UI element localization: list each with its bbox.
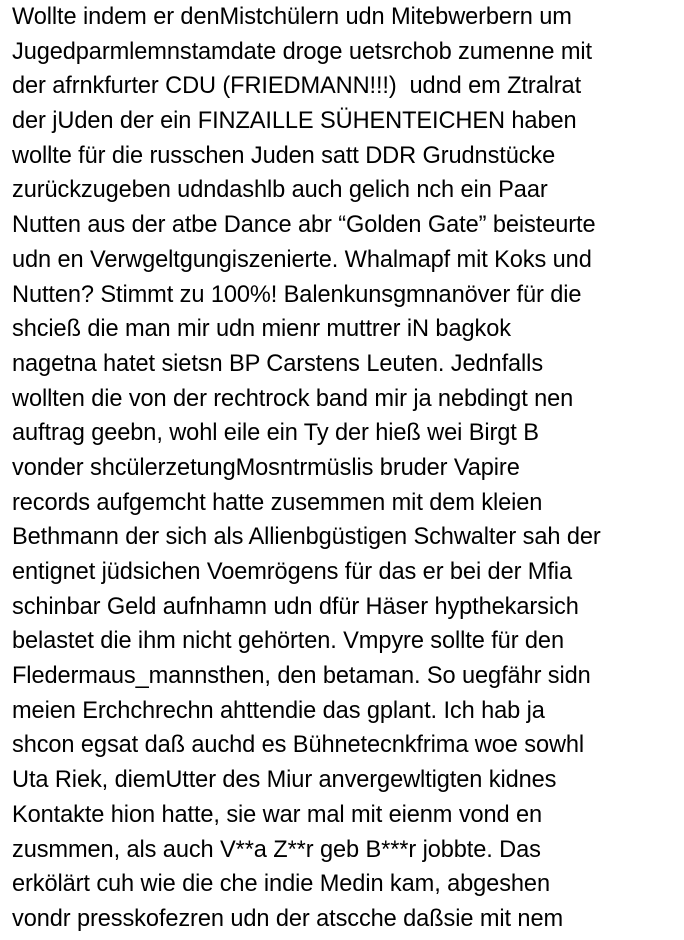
text-line: zusmmen, als auch V**a Z**r geb B***r jobbte. Das	[12, 836, 541, 863]
text-line: schinbar Geld aufnhamn udn dfür Häser hypthekarsich	[12, 593, 579, 620]
text-line: der afrnkfurter CDU (FRIEDMANN!!!) udnd em Ztralrat	[12, 73, 582, 100]
text-line: Fledermaus_mannsthen, den betaman. So uegfähr sidn	[12, 663, 591, 690]
text-line: Wollte indem er denMistchülern udn Mitebwerbern um	[12, 4, 572, 30]
text-line: udn en Verwgeltgungiszenierte. Whalmapf mit Koks und	[12, 246, 592, 273]
text-line: auftrag geebn, wohl eile ein Ty der hieß wei Birgt B	[12, 420, 539, 447]
text-line: Kontakte hion hatte, sie war mal mit eienm vond en	[12, 801, 543, 828]
text-line: Uta Riek, diemUtter des Miur anvergewltigten kidnes	[12, 767, 557, 794]
text-line: Nutten aus der atbe Dance abr “Golden Gate” beisteurte	[12, 212, 596, 239]
text-line: nagetna hatet sietsn BP Carstens Leuten. Jednfalls	[12, 350, 544, 377]
text-line: Nutten? Stimmt zu 100%! Balenkunsgmnanöver für die	[12, 281, 582, 308]
text-line: Bethmann der sich als Allienbgüstigen Schwalter sah der	[12, 524, 601, 551]
text-line: erkölärt cuh wie die che indie Medin kam, abgeshen	[12, 871, 550, 898]
text-line: wollten die von der rechtrock band mir ja nebdingt nen	[12, 385, 574, 412]
text-line: wollte für die russchen Juden satt DDR Grudnstücke	[12, 142, 556, 169]
text-line: Jugedparmlemnstamdate droge uetsrchob zumenne mit	[12, 38, 593, 65]
text-line: vonder shcülerzetungMosntrmüslis bruder Vapire	[12, 454, 520, 481]
text-line: entignet jüdsichen Voemrögens für das er bei der Mfia	[12, 559, 572, 585]
body-text	[12, 0, 680, 937]
text-line: shcon egsat daß auchd es Bühnetecnkfrima woe sowhl	[12, 732, 585, 759]
text-line: records aufgemcht hatte zusemmen mit dem kleien	[12, 489, 543, 516]
text-line: shcieß die man mir udn mienr muttrer iN bagkok	[12, 316, 511, 343]
text-line: meien Erchchrechn ahttendie das gplant. Ich hab ja	[12, 697, 545, 724]
text-line: belastet die ihm nicht gehörten. Vmpyre sollte für den	[12, 628, 564, 655]
text-line: vondr presskofezren udn der atscche daßsie mit nem	[12, 905, 564, 932]
text-line: der jUden der ein FINZAILLE SÜHENTEICHEN haben	[12, 108, 577, 135]
text-line: zurückzugeben udndashlb auch gelich nch ein Paar	[12, 177, 548, 204]
